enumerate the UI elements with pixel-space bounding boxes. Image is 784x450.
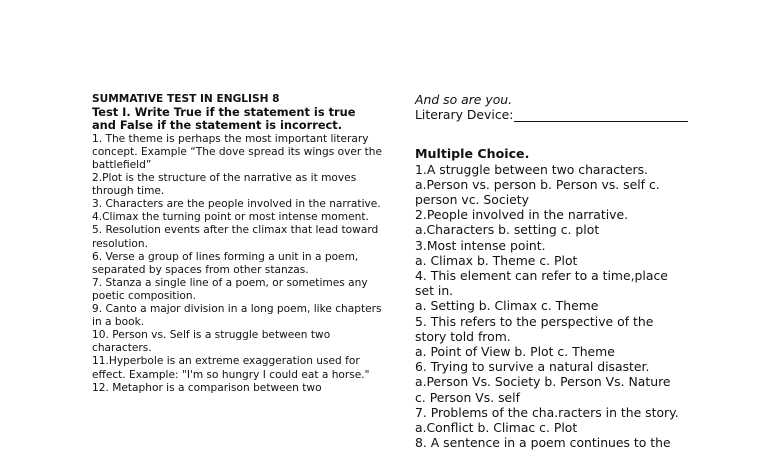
list-item: 2.People involved in the narrative.	[415, 207, 629, 223]
list-item: a.Characters b. setting c. plot	[415, 222, 600, 238]
true-false-list	[92, 133, 382, 395]
list-item: 12. Metaphor is a comparison between two	[92, 381, 322, 394]
answer-blank[interactable]	[514, 109, 688, 122]
list-item: 5. This refers to the perspective of the	[415, 313, 654, 329]
list-item: story told from.	[415, 328, 511, 344]
list-item: a.Conflict b. Climac c. Plot	[415, 420, 578, 436]
multiple-choice-heading: Multiple Choice.	[415, 146, 530, 162]
list-item: person vc. Society	[415, 192, 529, 208]
list-item: 2.Plot is the structure of the narrative as it moves through time.	[92, 172, 357, 198]
list-item: 11.Hyperbole is an extreme exaggeration used for effect. Example: "I'm so hungry I could eat a horse."	[92, 355, 370, 381]
multiple-choice-list	[415, 162, 705, 450]
list-item: a.Person Vs. Society b. Person Vs. Nature	[415, 374, 671, 390]
list-item: a. Setting b. Climax c. Theme	[415, 298, 599, 314]
list-item: 9. Canto a major division in a long poem, like chapters in a book.	[92, 303, 382, 329]
list-item: 4. This element can refer to a time,place	[415, 268, 668, 284]
test-instruction: Test I. Write True if the statement is true and False if the statement is incorrect.	[92, 105, 356, 133]
list-item: 8. A sentence in a poem continues to the	[415, 435, 671, 450]
list-item: a. Point of View b. Plot c. Theme	[415, 344, 615, 360]
list-item: c. Person Vs. self	[415, 389, 520, 405]
list-item: a. Climax b. Theme c. Plot	[415, 252, 578, 268]
test-title: SUMMATIVE TEST IN ENGLISH 8	[92, 93, 280, 105]
right-column	[415, 92, 705, 450]
list-item: a.Person vs. person b. Person vs. self c.	[415, 176, 660, 192]
list-item: 5. Resolution events after the climax that lead toward resolution.	[92, 224, 379, 250]
list-item: 6. Verse a group of lines forming a unit in a poem, separated by spaces from other stanzas.	[92, 250, 359, 276]
left-column	[92, 93, 382, 395]
list-item: 3.Most intense point.	[415, 237, 546, 253]
list-item: 3. Characters are the people involved in the narrative.	[92, 198, 381, 211]
literary-device-label: Literary Device:	[415, 107, 514, 123]
poem-line: And so are you.	[415, 92, 513, 107]
list-item: set in.	[415, 283, 454, 299]
list-item: 4.Climax the turning point or most intense moment.	[92, 211, 369, 224]
literary-device-line	[415, 107, 705, 122]
list-item: 1. The theme is perhaps the most important literary concept. Example “The dove spread its wings over the battlefield”	[92, 132, 382, 171]
list-item: 1.A struggle between two characters.	[415, 161, 648, 177]
list-item: 7. Problems of the cha.racters in the story.	[415, 404, 679, 420]
list-item: 10. Person vs. Self is a struggle between two characters.	[92, 329, 331, 355]
list-item: 7. Stanza a single line of a poem, or sometimes any poetic composition.	[92, 276, 368, 302]
list-item: 6. Trying to survive a natural disaster.	[415, 359, 650, 375]
